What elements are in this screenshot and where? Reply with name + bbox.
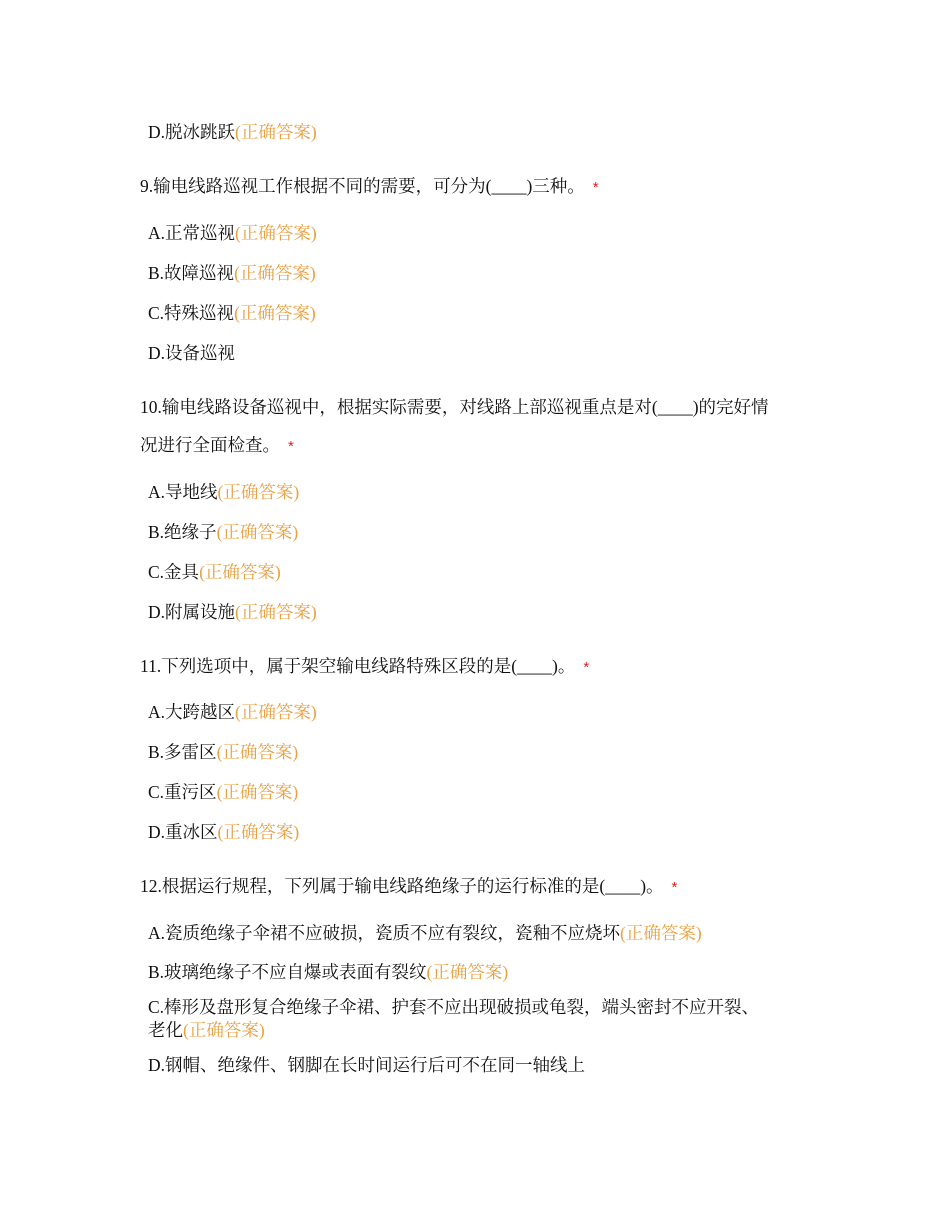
q10-option-d[interactable] [148,604,317,622]
q10-option-c[interactable] [148,564,281,582]
question-11 [140,658,589,676]
question-text: 12.根据运行规程，下列属于输电线路绝缘子的运行标准的是(____)。 [140,876,664,896]
q9-option-d[interactable] [148,345,235,363]
option-text: A.瓷质绝缘子伞裙不应破损，瓷质不应有裂纹，瓷釉不应烧坏 [148,923,621,943]
q9-option-b[interactable] [148,265,316,283]
option-text: C.金具 [148,562,200,582]
required-mark: * [592,179,599,196]
option-text: A.导地线 [148,482,218,502]
option-text: C.棒形及盘形复合绝缘子伞裙、护套不应出现破损或龟裂，端头密封不应开裂、 [148,997,760,1017]
correct-answer-tag: (正确答案) [199,562,281,582]
option-text: C.特殊巡视 [148,303,235,323]
question-text: 10.输电线路设备巡视中，根据实际需要，对线路上部巡视重点是对(____)的完好情 [140,397,769,417]
option-text: B.绝缘子 [148,522,217,542]
correct-answer-tag: (正确答案) [183,1020,265,1040]
option-text: D.钢帽、绝缘件、钢脚在长时间运行后可不在同一轴线上 [148,1055,586,1075]
q9-option-c[interactable] [148,305,316,323]
option-text: A.正常巡视 [148,223,236,243]
question-text: 况进行全面检查。 [140,435,280,455]
q12-option-d[interactable] [148,1057,585,1075]
q12-option-c-line-1[interactable] [148,999,759,1017]
option-text: B.多雷区 [148,742,217,762]
correct-answer-tag: (正确答案) [235,122,317,142]
correct-answer-tag: (正确答案) [235,602,317,622]
q10-option-a[interactable] [148,484,299,502]
correct-answer-tag: (正确答案) [216,522,299,542]
correct-answer-tag: (正确答案) [234,303,316,323]
q12-option-a[interactable] [148,925,702,943]
correct-answer-tag: (正确答案) [216,742,299,762]
q8-option-d [148,124,317,142]
option-text: C.重污区 [148,782,217,802]
question-9 [140,178,599,196]
option-text: B.玻璃绝缘子不应自爆或表面有裂纹 [148,962,427,982]
correct-answer-tag: (正确答案) [235,702,317,722]
correct-answer-tag: (正确答案) [216,782,299,802]
q11-option-d[interactable] [148,824,299,842]
q9-option-a[interactable] [148,225,317,243]
question-10-line-1 [140,399,769,417]
option-text: D.附属设施 [148,602,236,622]
required-mark: * [671,879,678,896]
correct-answer-tag: (正确答案) [235,223,317,243]
option-text: 老化 [148,1020,183,1040]
required-mark: * [288,438,294,455]
question-12 [140,878,677,896]
q11-option-c[interactable] [148,784,298,802]
required-mark: * [583,659,590,676]
correct-answer-tag: (正确答案) [217,822,300,842]
option-text: B.故障巡视 [148,263,235,283]
correct-answer-tag: (正确答案) [217,482,300,502]
question-10-line-2 [140,437,294,455]
option-text: D.设备巡视 [148,343,236,363]
question-text: 9.输电线路巡视工作根据不同的需要，可分为(____)三种。 [140,176,585,196]
q11-option-b[interactable] [148,744,298,762]
q10-option-b[interactable] [148,524,298,542]
correct-answer-tag: (正确答案) [620,923,702,943]
option-text: D.重冰区 [148,822,218,842]
q11-option-a[interactable] [148,704,317,722]
q12-option-b[interactable] [148,964,508,982]
option-text: D.脱冰跳跃 [148,122,236,142]
question-text: 11.下列选项中，属于架空输电线路特殊区段的是(____)。 [140,656,576,676]
option-text: A.大跨越区 [148,702,236,722]
correct-answer-tag: (正确答案) [234,263,316,283]
q12-option-c-line-2[interactable] [148,1022,265,1040]
correct-answer-tag: (正确答案) [426,962,509,982]
